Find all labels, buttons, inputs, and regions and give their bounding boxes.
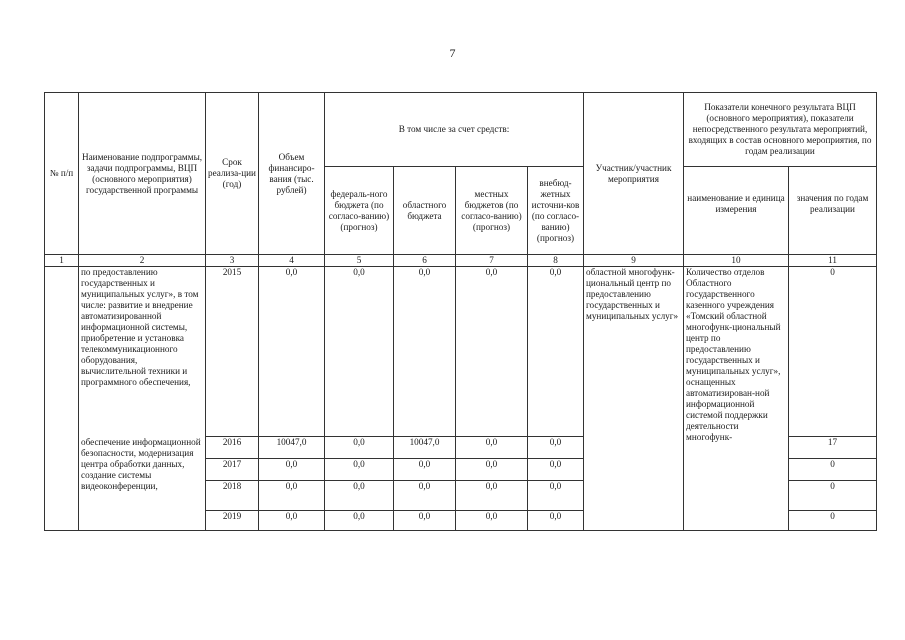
indicator-value-cell: 0 (789, 459, 877, 481)
col-number: 4 (259, 255, 325, 267)
header-indicators: Показатели конечного результата ВЦП (основного мероприятия), показатели непосредственного результата мероприятий, входящих в состав основного мероприятия, по годам реализации (684, 93, 877, 167)
col-number: 11 (789, 255, 877, 267)
federal-cell: 0,0 (325, 267, 394, 437)
col-number: 3 (206, 255, 259, 267)
federal-cell: 0,0 (325, 481, 394, 511)
header-including: В том числе за счет средств: (325, 93, 584, 167)
year-cell: 2019 (206, 511, 259, 531)
local-cell: 0,0 (456, 267, 528, 437)
col-number: 1 (45, 255, 79, 267)
header-indicator-name: наименование и единица измерения (684, 167, 789, 255)
local-cell: 0,0 (456, 437, 528, 459)
name-cell-top: по предоставлению государственных и муниципальных услуг», в том числе: развитие и внедрение автоматизированной информационной системы, приобретение и установка телекоммуникационного оборудования, вычислительной техники и программного обеспечения, (79, 267, 206, 437)
header-offbudget: внебюд-жетных источни-ков (по согласо-ванию) (прогноз) (528, 167, 584, 255)
col-number: 6 (394, 255, 456, 267)
col-number: 9 (584, 255, 684, 267)
header-participant: Участник/участник мероприятия (584, 93, 684, 255)
indicator-value-cell: 0 (789, 481, 877, 511)
local-cell: 0,0 (456, 511, 528, 531)
indicator-value-cell: 0 (789, 267, 877, 437)
regional-cell: 0,0 (394, 267, 456, 437)
name-cell-bottom: обеспечение информационной безопасности, модернизация центра обработки данных, создание системы видеоконференции, (79, 437, 206, 531)
volume-cell: 0,0 (259, 267, 325, 437)
row-num-cell (45, 267, 79, 531)
local-cell: 0,0 (456, 481, 528, 511)
header-num: № п/п (45, 93, 79, 255)
federal-cell: 0,0 (325, 437, 394, 459)
year-cell: 2018 (206, 481, 259, 511)
volume-cell: 0,0 (259, 511, 325, 531)
header-term: Срок реализа-ции (год) (206, 93, 259, 255)
header-indicator-values: значения по годам реализации (789, 167, 877, 255)
volume-cell: 0,0 (259, 459, 325, 481)
col-number: 8 (528, 255, 584, 267)
offbudget-cell: 0,0 (528, 511, 584, 531)
regional-cell: 10047,0 (394, 437, 456, 459)
local-cell: 0,0 (456, 459, 528, 481)
regional-cell: 0,0 (394, 511, 456, 531)
col-number: 7 (456, 255, 528, 267)
year-cell: 2015 (206, 267, 259, 437)
federal-cell: 0,0 (325, 459, 394, 481)
offbudget-cell: 0,0 (528, 481, 584, 511)
header-federal: федераль-ного бюджета (по согласо-ванию) (прогноз) (325, 167, 394, 255)
volume-cell: 10047,0 (259, 437, 325, 459)
indicator-value-cell: 0 (789, 511, 877, 531)
participant-cell: областной многофунк-циональный центр по предоставлению государственных и муниципальных услуг» (584, 267, 684, 531)
volume-cell: 0,0 (259, 481, 325, 511)
regional-cell: 0,0 (394, 459, 456, 481)
offbudget-cell: 0,0 (528, 437, 584, 459)
page-number: 7 (449, 46, 456, 60)
year-cell: 2017 (206, 459, 259, 481)
col-number: 10 (684, 255, 789, 267)
year-cell: 2016 (206, 437, 259, 459)
regional-cell: 0,0 (394, 481, 456, 511)
program-table (44, 92, 877, 531)
federal-cell: 0,0 (325, 511, 394, 531)
indicator-name-cell: Количество отделов Областного государственного казенного учреждения «Томский областной многофунк-циональный центр по предоставлению государственных и муниципальных услуг», оснащенных автоматизирован-ной информационной системой поддержки деятельности многофунк- (684, 267, 789, 531)
indicator-value-cell: 17 (789, 437, 877, 459)
header-name: Наименование подпрограммы, задачи подпрограммы, ВЦП (основного мероприятия) государственной программы (79, 93, 206, 255)
col-number: 2 (79, 255, 206, 267)
header-volume: Объем финансиро-вания (тыс. рублей) (259, 93, 325, 255)
offbudget-cell: 0,0 (528, 267, 584, 437)
offbudget-cell: 0,0 (528, 459, 584, 481)
header-local: местных бюджетов (по согласо-ванию) (прогноз) (456, 167, 528, 255)
col-number: 5 (325, 255, 394, 267)
header-regional: областного бюджета (394, 167, 456, 255)
